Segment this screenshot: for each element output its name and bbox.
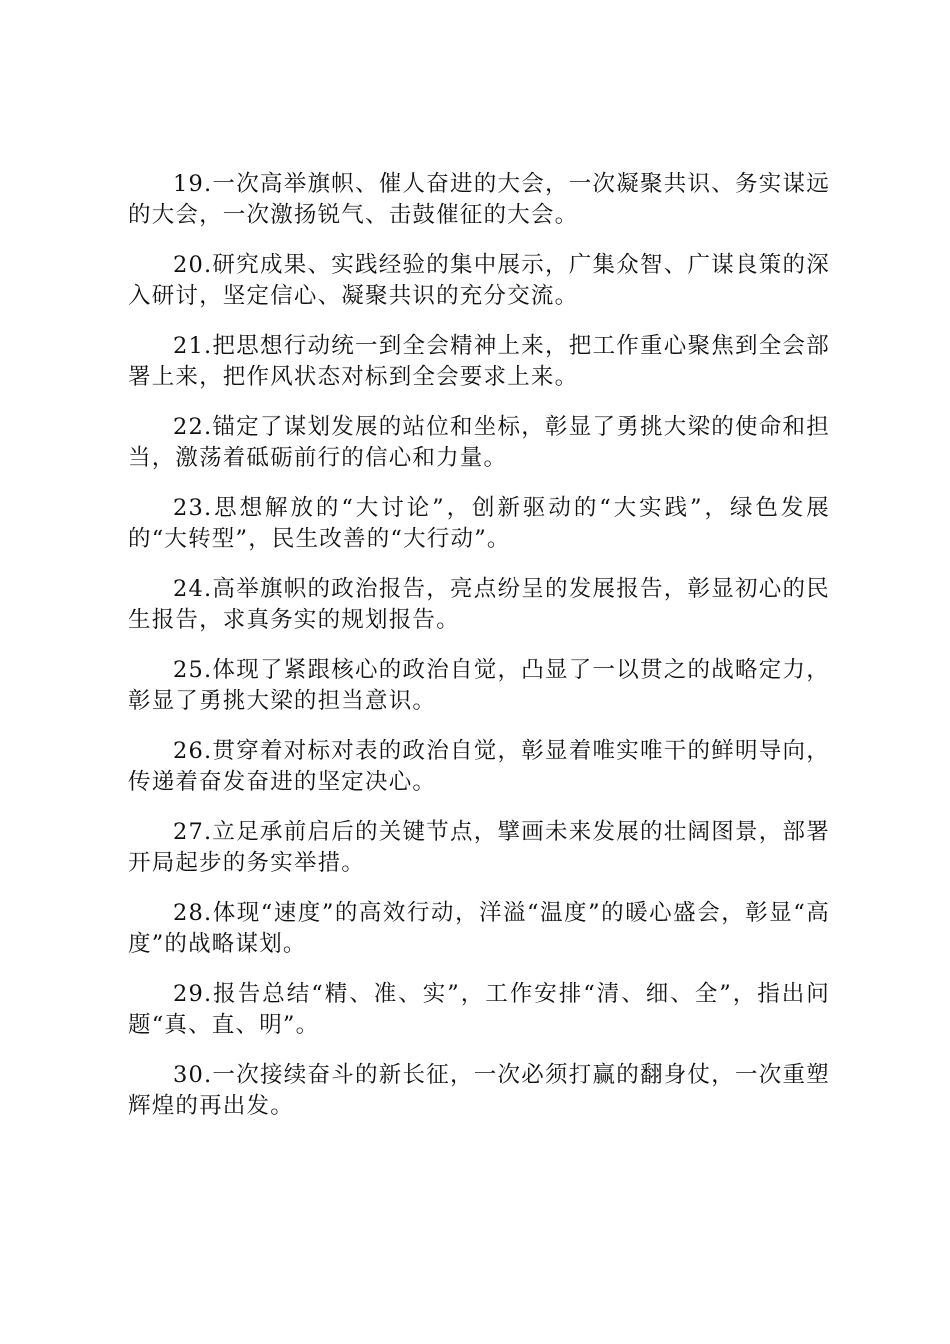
paragraph-25: 25.体现了紧跟核心的政治自觉，凸显了一以贯之的战略定力，彰显了勇挑大梁的担当意识。 xyxy=(128,657,830,714)
paragraph-22: 22.锚定了谋划发展的站位和坐标，彰显了勇挑大梁的使命和担当，激荡着砥砺前行的信心和力量。 xyxy=(128,414,830,471)
paragraph-23: 23.思想解放的“大讨论”，创新驱动的“大实践”，绿色发展的“大转型”，民生改善的“大行动”。 xyxy=(128,495,830,552)
paragraph-28: 28.体现“速度”的高效行动，洋溢“温度”的暖心盛会，彰显“高度”的战略谋划。 xyxy=(128,900,830,957)
paragraph-20: 20.研究成果、实践经验的集中展示，广集众智、广谋良策的深入研讨，坚定信心、凝聚共识的充分交流。 xyxy=(128,252,830,309)
paragraph-27: 27.立足承前启后的关键节点，擘画未来发展的壮阔图景，部署开局起步的务实举措。 xyxy=(128,819,830,876)
paragraph-26: 26.贯穿着对标对表的政治自觉，彰显着唯实唯干的鲜明导向，传递着奋发奋进的坚定决心。 xyxy=(128,738,830,795)
document-body xyxy=(128,169,830,1141)
paragraph-21: 21.把思想行动统一到全会精神上来，把工作重心聚焦到全会部署上来，把作风状态对标到全会要求上来。 xyxy=(128,333,830,390)
paragraph-19: 19.一次高举旗帜、催人奋进的大会，一次凝聚共识、务实谋远的大会，一次激扬锐气、击鼓催征的大会。 xyxy=(128,171,830,228)
paragraph-29: 29.报告总结“精、准、实”，工作安排“清、细、全”，指出问题“真、直、明”。 xyxy=(128,981,830,1038)
paragraph-30: 30.一次接续奋斗的新长征，一次必须打赢的翻身仗，一次重塑辉煌的再出发。 xyxy=(128,1062,830,1119)
paragraph-24: 24.高举旗帜的政治报告，亮点纷呈的发展报告，彰显初心的民生报告，求真务实的规划报告。 xyxy=(128,576,830,633)
